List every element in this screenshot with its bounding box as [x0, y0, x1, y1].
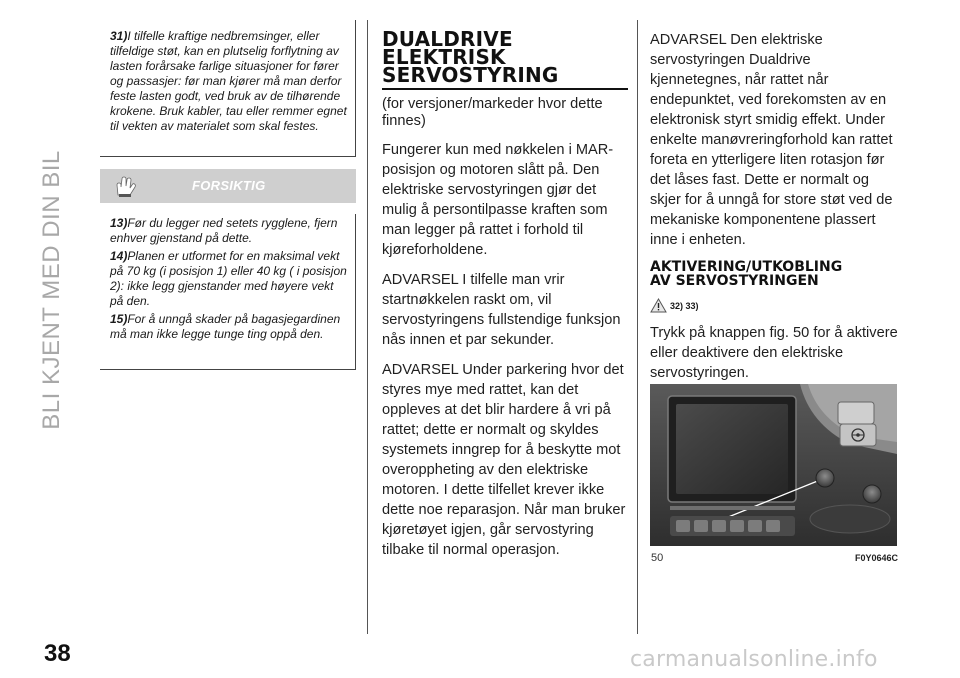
warning-paragraph: ADVARSEL Under parkering hvor det styres mye med rattet, kan det oppleves at det blir hardere å vri på rattet; dette er normalt og skyldes systemets inngrep for å beskytte mot overoppheting av den elektriske motoren. I dette tilfellet krever ikke dette noe reparasjon. Når man bruker kjøretøyet igjen, går servostyring tilbake til normal operasjon. [382, 362, 626, 558]
subsection-heading: AKTIVERING/UTKOBLING AV SERVOSTYRINGEN [650, 259, 843, 289]
section-heading: DUALDRIVE ELEKTRISK SERVOSTYRING [382, 27, 559, 87]
column-two [382, 27, 630, 570]
availability-note: (for versjoner/markeder hvor dette finnes) [382, 96, 603, 129]
warning-paragraph: ADVARSEL Den elektriske servostyringen Dualdrive kjennetegnes, når rattet når endepunktet, ved forekomsten av en elektronisk styrt smidig effekt. Under enkelte manøvreringforhold kan rattet foreta en ytterligere liten rotasjon før det låses fast. Dette er normalt og skjer for å unngå for store støt ved de mekaniske komponentene plassert inne i enheten. [650, 32, 893, 248]
note-31: 31)I tilfelle kraftige nedbremsinger, eller tilfeldige støt, kan en plutselig forflytning av lasten forårsake farlige situasjoner for fører og passasjer: før man kjører må man derfor feste lasten godt, ved bruk av de tilhørende krokene. Bruk kabler, tau eller remmer egnet til vekten av materialet som skal festes. [110, 29, 347, 133]
note-box-caution [100, 214, 356, 370]
warning-reference [650, 298, 900, 313]
note-13: 13)Før du legger ned setets rygglene, fjern enhver gjenstand på dette. [110, 216, 338, 245]
page-number: 38 [44, 640, 71, 667]
watermark-footer: carmanualsonline.info [630, 647, 878, 672]
column-divider [637, 20, 638, 634]
paragraph: Trykk på knappen fig. 50 for å aktivere eller deaktivere den elektriske servostyringen. [650, 325, 898, 381]
note-15: 15)For å unngå skader på bagasjegardinen må man ikke legge tunge ting oppå den. [110, 312, 341, 341]
dashboard-illustration [650, 384, 897, 546]
column-divider [367, 20, 368, 634]
dashboard-photo [650, 384, 897, 546]
note-14: 14)Planen er utformet for en maksimal vekt på 70 kg (i posisjon 1) eller 40 kg ( i posisjon 2): ikke legg gjenstander med høyere vekt på den. [110, 249, 347, 308]
column-three [650, 30, 900, 423]
note-box-top [100, 20, 356, 157]
warning-paragraph: ADVARSEL I tilfelle man vrir startnøkkelen raskt om, vil servostyringens fullstendige funksjon nås innen et par sekunder. [382, 272, 621, 348]
heading-rule [382, 88, 628, 90]
caution-header [100, 169, 356, 203]
paragraph: Fungerer kun med nøkkelen i MAR-posisjon og motoren slått på. Den elektriske servostyringen gjør det mulig å persontilpasse kraften som man legger på rattet i forhold til kjøreforholdene. [382, 142, 614, 258]
caution-label: FORSIKTIG [192, 178, 266, 193]
figure-code: F0Y0646C [855, 553, 899, 563]
hand-caution-icon [112, 173, 138, 199]
chapter-side-title: BLI KJENT MED DIN BIL [38, 150, 65, 430]
warning-reference-numbers: 32) 33) [670, 300, 699, 311]
warning-triangle-icon [650, 298, 667, 313]
figure-number: 50 [651, 552, 664, 564]
